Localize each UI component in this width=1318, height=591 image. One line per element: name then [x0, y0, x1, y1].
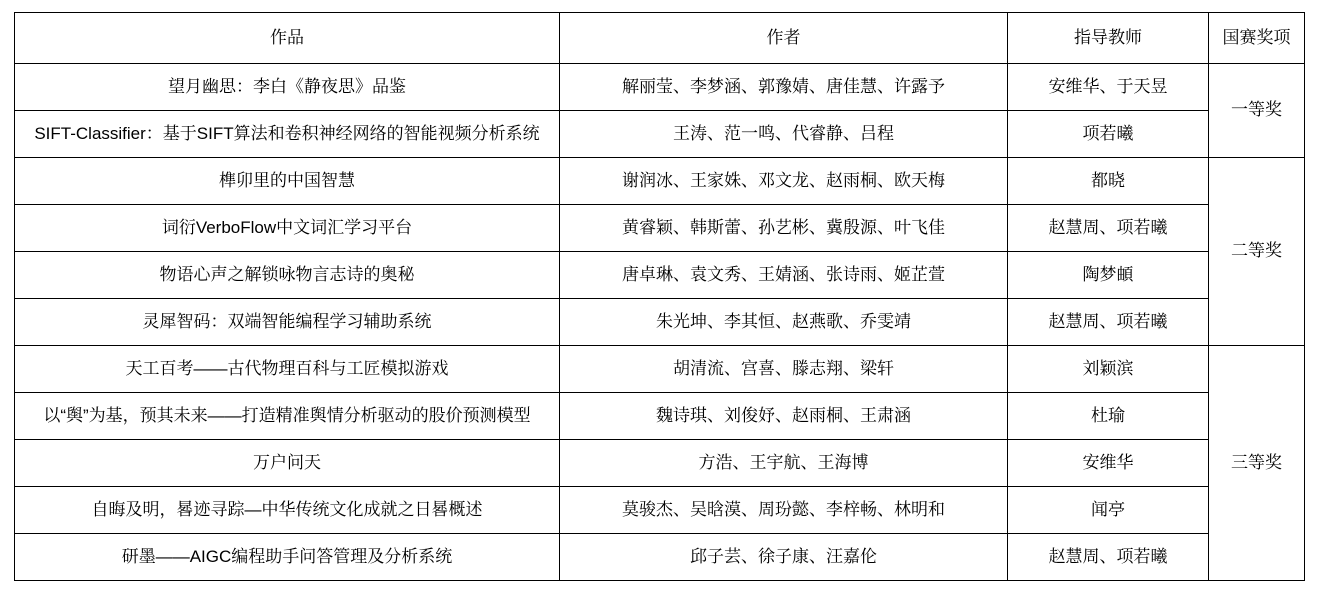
cell-author: 胡清流、宫喜、滕志翔、梁轩	[560, 346, 1008, 393]
cell-author: 邱子芸、徐子康、汪嘉伦	[560, 534, 1008, 581]
table-row	[15, 64, 1305, 111]
cell-author: 黄睿颖、韩斯蕾、孙艺彬、冀殷源、叶飞佳	[560, 205, 1008, 252]
cell-teacher: 赵慧周、项若曦	[1008, 534, 1209, 581]
cell-teacher: 刘颖滨	[1008, 346, 1209, 393]
cell-author: 唐卓琳、袁文秀、王婧涵、张诗雨、姬芷萱	[560, 252, 1008, 299]
column-header-work: 作品	[15, 13, 560, 64]
cell-author: 魏诗琪、刘俊妤、赵雨桐、王肃涵	[560, 393, 1008, 440]
table-row	[15, 252, 1305, 299]
cell-teacher: 项若曦	[1008, 111, 1209, 158]
cell-teacher: 赵慧周、项若曦	[1008, 205, 1209, 252]
cell-prize: 三等奖	[1209, 346, 1305, 581]
table-body	[15, 64, 1305, 581]
cell-teacher: 安维华	[1008, 440, 1209, 487]
cell-teacher: 都晓	[1008, 158, 1209, 205]
cell-work: SIFT-Classifier：基于SIFT算法和卷积神经网络的智能视频分析系统	[15, 111, 560, 158]
table-row	[15, 111, 1305, 158]
cell-author: 朱光坤、李其恒、赵燕歌、乔雯靖	[560, 299, 1008, 346]
table-row	[15, 346, 1305, 393]
cell-work: 自晦及明，晷迹寻踪—中华传统文化成就之日晷概述	[15, 487, 560, 534]
cell-work: 以“舆”为基，预其未来——打造精准舆情分析驱动的股价预测模型	[15, 393, 560, 440]
cell-work: 望月幽思：李白《静夜思》品鉴	[15, 64, 560, 111]
cell-author: 谢润冰、王家姝、邓文龙、赵雨桐、欧天梅	[560, 158, 1008, 205]
cell-teacher: 赵慧周、项若曦	[1008, 299, 1209, 346]
cell-author: 王涛、范一鸣、代睿静、吕程	[560, 111, 1008, 158]
table-row	[15, 440, 1305, 487]
cell-prize: 一等奖	[1209, 64, 1305, 158]
column-header-author: 作者	[560, 13, 1008, 64]
column-header-prize: 国赛奖项	[1209, 13, 1305, 64]
cell-teacher: 陶梦頔	[1008, 252, 1209, 299]
cell-work: 天工百考——古代物理百科与工匠模拟游戏	[15, 346, 560, 393]
cell-work: 榫卯里的中国智慧	[15, 158, 560, 205]
table-header-row	[15, 13, 1305, 64]
cell-author: 方浩、王宇航、王海博	[560, 440, 1008, 487]
cell-author: 解丽莹、李梦涵、郭豫婧、唐佳慧、许露予	[560, 64, 1008, 111]
cell-prize: 二等奖	[1209, 158, 1305, 346]
table-row	[15, 393, 1305, 440]
cell-author: 莫骏杰、吴晗漠、周玢懿、李梓畅、林明和	[560, 487, 1008, 534]
cell-teacher: 安维华、于天昱	[1008, 64, 1209, 111]
cell-work: 灵犀智码：双端智能编程学习辅助系统	[15, 299, 560, 346]
cell-work: 万户问天	[15, 440, 560, 487]
table-row	[15, 534, 1305, 581]
table-row	[15, 205, 1305, 252]
table-row	[15, 299, 1305, 346]
cell-work: 词衍VerboFlow中文词汇学习平台	[15, 205, 560, 252]
table-row	[15, 158, 1305, 205]
table-row	[15, 487, 1305, 534]
column-header-teacher: 指导教师	[1008, 13, 1209, 64]
cell-work: 物语心声之解锁咏物言志诗的奥秘	[15, 252, 560, 299]
cell-teacher: 杜瑜	[1008, 393, 1209, 440]
cell-work: 研墨——AIGC编程助手问答管理及分析系统	[15, 534, 560, 581]
award-table	[14, 12, 1305, 581]
table-header	[15, 13, 1305, 64]
cell-teacher: 闻亭	[1008, 487, 1209, 534]
